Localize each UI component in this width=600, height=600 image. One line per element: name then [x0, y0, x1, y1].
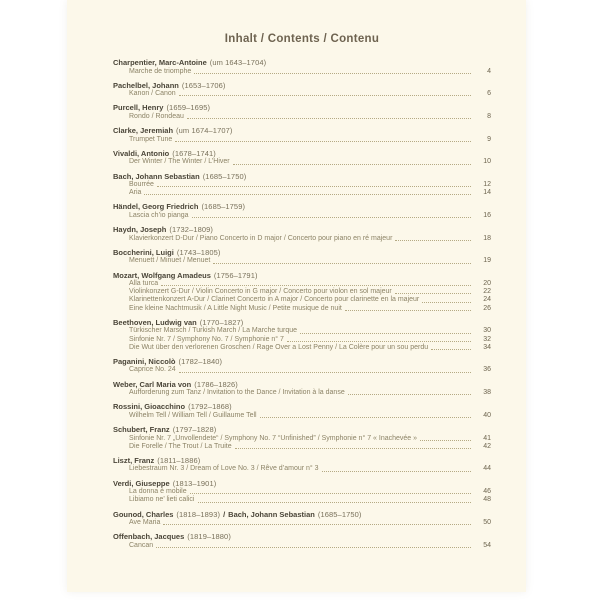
- composer-dates: (1685–1750): [202, 171, 247, 181]
- page-number: 36: [483, 366, 491, 374]
- composer-name: Liszt, Franz: [113, 455, 155, 465]
- dotted-leader: [213, 263, 471, 264]
- work-line: [113, 158, 491, 166]
- work-line: [113, 389, 491, 397]
- work-line: [113, 366, 491, 374]
- work-title: Rondo / Rondeau: [129, 112, 184, 120]
- work-line: [113, 488, 491, 496]
- composer-name: Charpentier, Marc-Antoine: [113, 58, 207, 67]
- page-number: 38: [483, 389, 491, 397]
- page-number: 32: [483, 335, 491, 343]
- work-line: [113, 542, 491, 550]
- page-number: 44: [483, 465, 491, 473]
- composer-separator: /: [223, 509, 226, 519]
- page-number: 48: [483, 496, 491, 504]
- composer-dates: (um 1674–1707): [176, 126, 233, 136]
- toc-entry: [113, 425, 491, 451]
- dotted-leader: [187, 118, 471, 119]
- composer-name: Haydn, Joseph: [113, 225, 167, 235]
- composer-name: Bach, Johann Sebastian: [113, 171, 200, 181]
- composer-dates: (1743–1805): [176, 247, 221, 257]
- composer-line: [113, 58, 491, 68]
- composer-dates: (1813–1901): [172, 478, 217, 488]
- toc-entry: [113, 380, 491, 398]
- toc-entry: [113, 318, 491, 352]
- dotted-leader: [431, 349, 471, 350]
- work-title: Violinkonzert G-Dur / Violin Concerto in G major / Concerto pour violon en sol majeur: [129, 288, 392, 296]
- dotted-leader: [194, 73, 471, 74]
- contents-title: Inhalt / Contents / Contenu: [224, 33, 380, 45]
- composer-line: [113, 532, 491, 542]
- composer-name: Clarke, Jeremiah: [113, 126, 174, 136]
- dotted-leader: [157, 186, 471, 187]
- toc-entry: [113, 532, 491, 550]
- dotted-leader: [235, 448, 471, 449]
- work-title: Sinfonie Nr. 7 „Unvollendete“ / Symphony No. 7 “Unfinished” / Symphonie n° 7 « Inachevée »: [129, 434, 418, 442]
- toc-entry: [113, 271, 491, 313]
- composer-dates: (1786–1826): [194, 379, 238, 389]
- page-number: 24: [483, 296, 491, 304]
- work-line: [113, 296, 491, 304]
- composer-name: Rossini, Gioacchino: [113, 402, 186, 412]
- dotted-leader: [144, 194, 471, 195]
- composer-line: [113, 271, 491, 281]
- toc-entry: [113, 357, 491, 375]
- toc-entry: [113, 172, 491, 198]
- work-line: [113, 235, 491, 243]
- paper-page: [67, 0, 526, 592]
- work-title: Alla turca: [129, 280, 159, 288]
- work-title: Die Forelle / The Trout / La Truite: [129, 442, 232, 450]
- toc-entry: [113, 149, 491, 167]
- dotted-leader: [422, 302, 471, 303]
- composer-line: [113, 479, 491, 489]
- composer-dates: (1685–1750): [317, 509, 362, 519]
- composer-dates: (1770–1827): [199, 317, 244, 327]
- dotted-leader: [161, 285, 471, 286]
- work-line: [113, 189, 491, 197]
- composer-dates: (um 1643–1704): [209, 58, 267, 67]
- page-number: 9: [487, 135, 491, 143]
- work-line: [113, 136, 491, 144]
- composer-dates: (1685–1759): [201, 202, 246, 212]
- work-line: [113, 412, 491, 420]
- dotted-leader: [322, 471, 471, 472]
- work-title: Der Winter / The Winter / L’Hiver: [129, 158, 230, 166]
- toc-entry: [113, 58, 491, 76]
- work-line: [113, 113, 491, 121]
- composer-name: Offenbach, Jacques: [113, 532, 185, 542]
- dotted-leader: [395, 240, 471, 241]
- work-title: Menuett / Minuet / Menuet: [129, 257, 211, 265]
- dotted-leader: [395, 293, 471, 294]
- work-title: Cancan: [129, 541, 154, 549]
- work-line: [113, 90, 491, 98]
- composer-dates: (1797–1828): [172, 425, 217, 435]
- page-number: 8: [487, 112, 491, 120]
- toc-entry: [113, 103, 491, 121]
- work-title: Aufforderung zum Tanz / Invitation to the Dance / Invitation à la danse: [129, 389, 345, 397]
- dotted-leader: [348, 394, 471, 395]
- composer-line: [113, 172, 491, 182]
- page-number: 40: [483, 411, 491, 419]
- composer-name: Vivaldi, Antonio: [113, 148, 170, 158]
- composer-dates: (1792–1868): [188, 402, 232, 412]
- page-number: 6: [487, 90, 491, 98]
- composer-line: [113, 510, 491, 520]
- page-number: 30: [483, 327, 491, 335]
- work-line: [113, 181, 491, 189]
- composer-dates: (1732–1809): [169, 225, 213, 235]
- dotted-leader: [192, 217, 471, 218]
- dotted-leader: [190, 493, 471, 494]
- toc-entry: [113, 456, 491, 474]
- work-line: [113, 443, 491, 451]
- work-line: [113, 68, 491, 76]
- work-title: Wilhelm Tell / William Tell / Guillaume Tell: [129, 411, 257, 419]
- composer-name: Weber, Carl Maria von: [113, 379, 192, 389]
- composer-dates: (1811–1886): [157, 455, 201, 465]
- work-title: Die Wut über den verlorenen Groschen / Rage Over a Lost Penny / La Colère pour un sou perdu: [129, 343, 429, 351]
- dotted-leader: [300, 333, 471, 334]
- composer-dates: (1819–1880): [187, 532, 231, 542]
- page-number: 10: [483, 158, 491, 166]
- composer-name: Gounod, Charles: [113, 509, 174, 519]
- composer-name: Boccherini, Luigi: [113, 247, 174, 257]
- page-number: 50: [483, 519, 491, 527]
- work-title: Trumpet Tune: [129, 135, 173, 143]
- composer-name: Mozart, Wolfgang Amadeus: [113, 270, 211, 280]
- dotted-leader: [156, 547, 471, 548]
- composer-dates: (1818–1893): [176, 509, 221, 519]
- page-number: 4: [487, 67, 491, 75]
- composer-line: [113, 149, 491, 159]
- work-line: [113, 344, 491, 352]
- toc-entry: [113, 479, 491, 505]
- toc-entry: [113, 126, 491, 144]
- composer-name: Verdi, Giuseppe: [113, 478, 170, 488]
- dotted-leader: [287, 341, 471, 342]
- composer-line: [113, 248, 491, 258]
- dotted-leader: [175, 141, 471, 142]
- composer-line: [113, 402, 491, 412]
- work-line: [113, 435, 491, 443]
- composer-line: [113, 103, 491, 113]
- work-line: [113, 336, 491, 344]
- toc-entry: [113, 402, 491, 420]
- toc-entry: [113, 81, 491, 99]
- dotted-leader: [198, 502, 472, 503]
- toc-content: [113, 33, 491, 555]
- composer-name: Pachelbel, Johann: [113, 80, 179, 90]
- work-title: Lascia ch’io pianga: [129, 211, 189, 219]
- composer-dates: (1756–1791): [213, 270, 258, 280]
- work-line: [113, 327, 491, 335]
- page-number: 42: [483, 442, 491, 450]
- page-number: 20: [483, 280, 491, 288]
- dotted-leader: [233, 164, 471, 165]
- page-number: 18: [483, 234, 491, 242]
- work-title: Bourrée: [129, 181, 154, 189]
- composer-line: [113, 81, 491, 91]
- page-number: 16: [483, 211, 491, 219]
- work-title: Aria: [129, 189, 142, 197]
- composer-line: [113, 126, 491, 136]
- work-title: La donna è mobile: [129, 488, 187, 496]
- dotted-leader: [345, 310, 471, 311]
- work-title: Caprice No. 24: [129, 366, 176, 374]
- page-number: 26: [483, 304, 491, 312]
- work-title: Kanon / Canon: [129, 90, 176, 98]
- toc-entry: [113, 202, 491, 220]
- work-line: [113, 257, 491, 265]
- composer-line: [113, 202, 491, 212]
- work-line: [113, 465, 491, 473]
- page-number: 12: [483, 181, 491, 189]
- composer-name: Paganini, Niccolò: [113, 356, 176, 366]
- dotted-leader: [179, 95, 471, 96]
- work-line: [113, 519, 491, 527]
- work-title: Ave Maria: [129, 519, 161, 527]
- composer-dates: (1653–1706): [181, 80, 226, 90]
- work-title: Eine kleine Nachtmusik / A Little Night Music / Petite musique de nuit: [129, 304, 342, 312]
- work-title: Klavierkonzert D-Dur / Piano Concerto in D major / Concerto pour piano en ré majeur: [129, 234, 393, 242]
- composer-dates: (1678–1741): [172, 148, 216, 158]
- work-title: Klarinettenkonzert A-Dur / Clarinet Concerto in A major / Concerto pour clarinette en la majeur: [129, 296, 420, 304]
- composer-line: [113, 425, 491, 435]
- work-line: [113, 305, 491, 313]
- dotted-leader: [260, 417, 471, 418]
- page-number: 46: [483, 488, 491, 496]
- toc-entry: [113, 225, 491, 243]
- composer-name: Bach, Johann Sebastian: [228, 509, 315, 519]
- composer-dates: (1782–1840): [178, 356, 223, 366]
- toc-entry: [113, 248, 491, 266]
- composer-line: [113, 225, 491, 235]
- page-number: 19: [483, 257, 491, 265]
- composer-name: Beethoven, Ludwig van: [113, 317, 197, 327]
- work-title: Türkischer Marsch / Turkish March / La Marche turque: [129, 327, 298, 335]
- work-title: Marche de triomphe: [129, 67, 192, 75]
- work-line: [113, 496, 491, 504]
- dotted-leader: [420, 440, 471, 441]
- composer-line: [113, 318, 491, 328]
- composer-line: [113, 380, 491, 390]
- page-number: 22: [483, 288, 491, 296]
- toc-entry: [113, 510, 491, 528]
- dotted-leader: [179, 372, 471, 373]
- page-number: 34: [483, 343, 491, 351]
- composer-dates: (1659–1695): [166, 103, 211, 113]
- work-title: Libiamo ne’ lieti calici: [129, 496, 195, 504]
- page-number: 54: [483, 541, 491, 549]
- work-title: Sinfonie Nr. 7 / Symphony No. 7 / Symphonie n° 7: [129, 335, 284, 343]
- work-line: [113, 288, 491, 296]
- work-title: Liebestraum Nr. 3 / Dream of Love No. 3 / Rêve d’amour n° 3: [129, 465, 319, 473]
- composer-name: Purcell, Henry: [113, 103, 164, 113]
- work-line: [113, 212, 491, 220]
- work-line: [113, 280, 491, 288]
- dotted-leader: [163, 524, 471, 525]
- page-number: 14: [483, 189, 491, 197]
- composer-name: Schubert, Franz: [113, 425, 170, 435]
- composer-line: [113, 357, 491, 367]
- page-number: 41: [483, 434, 491, 442]
- composer-name: Händel, Georg Friedrich: [113, 202, 199, 212]
